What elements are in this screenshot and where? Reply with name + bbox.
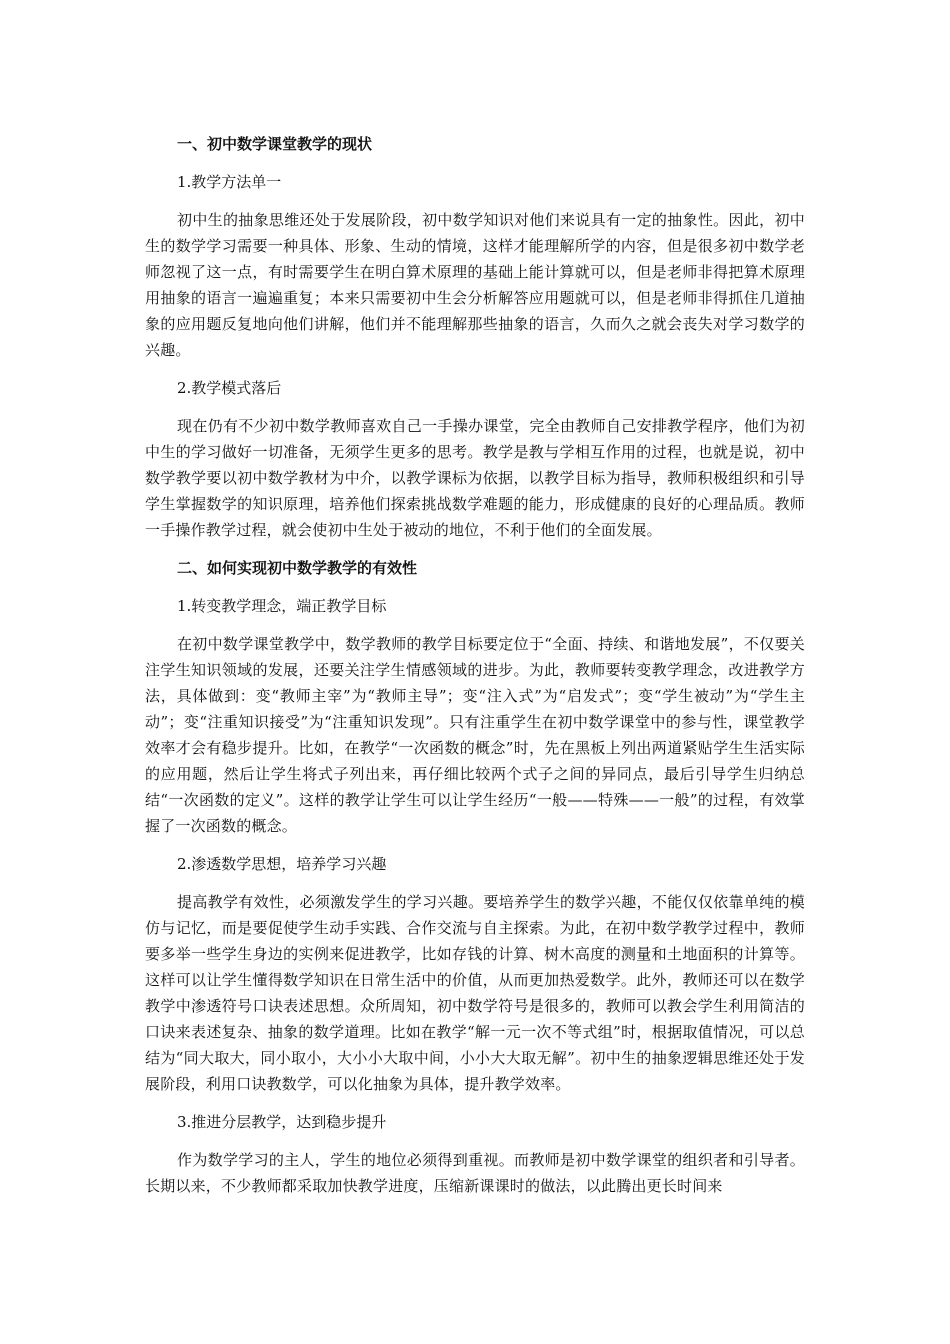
document-body (145, 131, 805, 1211)
subsection-heading-2-2: 2.渗透数学思想，培养学习兴趣 (177, 855, 387, 873)
paragraph-2-3: 作为数学学习的主人，学生的地位必须得到重视。而教师是初中数学课堂的组织者和引导者。长期以来，不少教师都采取加快教学进度，压缩新课课时的做法，以此腾出更长时间来 (145, 1151, 805, 1195)
paragraph-2-1: 在初中数学课堂教学中，数学教师的教学目标要定位于“全面、持续、和谐地发展”，不仅要关注学生知识领域的发展，还要关注学生情感领域的进步。为此，教师要转变教学理念，改进教学方法，具体做到：变“教师主宰”为“教师主导”；变“注入式”为“启发式”；变“学生被动”为“学生主动”；变“注重知识接受”为“注重知识发现”。只有注重学生在初中数学课堂中的参与性，课堂教学效率才会有稳步提升。比如，在教学“一次函数的概念”时，先在黑板上列出两道紧贴学生生活实际的应用题，然后让学生将式子列出来，再仔细比较两个式子之间的异同点，最后引导学生归纳总结“一次函数的定义”。这样的教学让学生可以让学生经历“一般——特殊——一般”的过程，有效掌握了一次函数的概念。 (145, 635, 805, 835)
subsection-heading-2-3: 3.推进分层教学，达到稳步提升 (177, 1113, 387, 1131)
section-heading-1: 一、初中数学课堂教学的现状 (177, 135, 373, 153)
subsection-heading-1-1: 1.教学方法单一 (177, 173, 282, 191)
subsection-heading-1-2: 2.教学模式落后 (177, 379, 282, 397)
section-heading-2: 二、如何实现初中数学教学的有效性 (177, 559, 418, 577)
subsection-heading-2-1: 1.转变教学理念，端正教学目标 (177, 597, 387, 615)
paragraph-1-2: 现在仍有不少初中数学教师喜欢自己一手操办课堂，完全由教师自己安排教学程序，他们为初中生的学习做好一切准备，无须学生更多的思考。教学是教与学相互作用的过程，也就是说，初中数学教学要以初中数学教材为中介，以教学课标为依据，以教学目标为指导，教师积极组织和引导学生掌握数学的知识原理，培养他们探索挑战数学难题的能力，形成健康的良好的心理品质。教师一手操作教学过程，就会使初中生处于被动的地位，不利于他们的全面发展。 (145, 417, 805, 539)
paragraph-1-1: 初中生的抽象思维还处于发展阶段，初中数学知识对他们来说具有一定的抽象性。因此，初中生的数学学习需要一种具体、形象、生动的情境，这样才能理解所学的内容，但是很多初中数学老师忽视了这一点，有时需要学生在明白算术原理的基础上能计算就可以，但是老师非得把算术原理用抽象的语言一遍遍重复；本来只需要初中生会分析解答应用题就可以，但是老师非得抓住几道抽象的应用题反复地向他们讲解，他们并不能理解那些抽象的语言，久而久之就会丧失对学习数学的兴趣。 (145, 211, 805, 359)
paragraph-2-2: 提高教学有效性，必须激发学生的学习兴趣。要培养学生的数学兴趣，不能仅仅依靠单纯的模仿与记忆，而是要促使学生动手实践、合作交流与自主探索。为此，在初中数学教学过程中，教师要多举一些学生身边的实例来促进教学，比如存钱的计算、树木高度的测量和土地面积的计算等。这样可以让学生懂得数学知识在日常生活中的价值，从而更加热爱数学。此外，教师还可以在数学教学中渗透符号口诀表述思想。众所周知，初中数学符号是很多的，教师可以教会学生利用简洁的口诀来表述复杂、抽象的数学道理。比如在教学“解一元一次不等式组”时，根据取值情况，可以总结为“同大取大，同小取小，大小小大取中间，小小大大取无解”。初中生的抽象逻辑思维还处于发展阶段，利用口诀教数学，可以化抽象为具体，提升教学效率。 (145, 893, 805, 1093)
